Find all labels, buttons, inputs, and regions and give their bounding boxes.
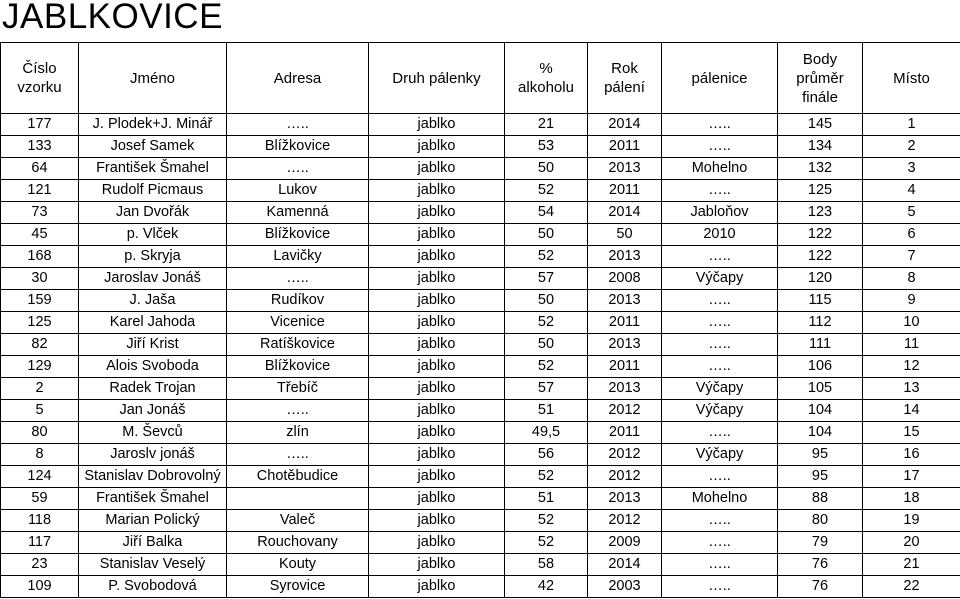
cell-cislo: 125 (1, 312, 79, 334)
cell-adresa: Kamenná (227, 202, 369, 224)
header-body-line2: průměr (796, 69, 844, 87)
cell-jmeno: J. Plodek+J. Minář (79, 114, 227, 136)
cell-misto: 10 (863, 312, 960, 334)
cell-alkohol: 42 (505, 576, 588, 598)
cell-cislo: 133 (1, 136, 79, 158)
cell-cislo: 5 (1, 400, 79, 422)
cell-misto: 8 (863, 268, 960, 290)
cell-body: 123 (778, 202, 863, 224)
cell-rok: 2014 (588, 114, 662, 136)
cell-druh: jablko (369, 532, 505, 554)
cell-palenice: Jabloňov (662, 202, 778, 224)
cell-cislo: 177 (1, 114, 79, 136)
cell-cislo: 45 (1, 224, 79, 246)
cell-alkohol: 58 (505, 554, 588, 576)
cell-jmeno: Rudolf Picmaus (79, 180, 227, 202)
table-row (1, 158, 960, 180)
results-table (0, 42, 960, 598)
cell-cislo: 117 (1, 532, 79, 554)
cell-adresa: ….. (227, 114, 369, 136)
cell-jmeno: Jiří Balka (79, 532, 227, 554)
cell-alkohol: 50 (505, 290, 588, 312)
cell-palenice: Výčapy (662, 378, 778, 400)
cell-adresa: Lukov (227, 180, 369, 202)
cell-jmeno: Stanislav Veselý (79, 554, 227, 576)
cell-druh: jablko (369, 158, 505, 180)
cell-jmeno: Stanislav Dobrovolný (79, 466, 227, 488)
cell-misto: 4 (863, 180, 960, 202)
cell-adresa: Ratíškovice (227, 334, 369, 356)
cell-jmeno: p. Vlček (79, 224, 227, 246)
cell-druh: jablko (369, 202, 505, 224)
cell-druh: jablko (369, 290, 505, 312)
cell-rok: 2008 (588, 268, 662, 290)
cell-alkohol: 54 (505, 202, 588, 224)
table-row (1, 246, 960, 268)
cell-misto: 7 (863, 246, 960, 268)
cell-misto: 16 (863, 444, 960, 466)
cell-cislo: 168 (1, 246, 79, 268)
table-row (1, 114, 960, 136)
cell-rok: 2011 (588, 422, 662, 444)
cell-druh: jablko (369, 224, 505, 246)
cell-cislo: 59 (1, 488, 79, 510)
cell-misto: 2 (863, 136, 960, 158)
header-rok-line2: pálení (604, 79, 645, 96)
table-row (1, 532, 960, 554)
cell-cislo: 121 (1, 180, 79, 202)
cell-adresa: Vicenice (227, 312, 369, 334)
cell-rok: 2013 (588, 246, 662, 268)
cell-adresa: Rudíkov (227, 290, 369, 312)
cell-cislo: 2 (1, 378, 79, 400)
cell-adresa: Valeč (227, 510, 369, 532)
table-row (1, 510, 960, 532)
cell-jmeno: Josef Samek (79, 136, 227, 158)
table-row (1, 202, 960, 224)
table-row (1, 466, 960, 488)
cell-druh: jablko (369, 246, 505, 268)
cell-rok: 2012 (588, 510, 662, 532)
cell-jmeno: František Šmahel (79, 158, 227, 180)
header-cislo-line2: vzorku (17, 79, 62, 96)
cell-druh: jablko (369, 400, 505, 422)
cell-misto: 13 (863, 378, 960, 400)
cell-alkohol: 52 (505, 466, 588, 488)
cell-misto: 12 (863, 356, 960, 378)
cell-misto: 14 (863, 400, 960, 422)
cell-rok: 2014 (588, 202, 662, 224)
cell-body: 125 (778, 180, 863, 202)
cell-alkohol: 56 (505, 444, 588, 466)
cell-misto: 17 (863, 466, 960, 488)
cell-palenice: ….. (662, 180, 778, 202)
cell-palenice: ….. (662, 334, 778, 356)
cell-misto: 5 (863, 202, 960, 224)
cell-alkohol: 51 (505, 488, 588, 510)
header-body (778, 43, 863, 114)
cell-body: 104 (778, 422, 863, 444)
cell-druh: jablko (369, 334, 505, 356)
cell-adresa: Blížkovice (227, 224, 369, 246)
cell-druh: jablko (369, 180, 505, 202)
cell-alkohol: 52 (505, 510, 588, 532)
cell-adresa: ….. (227, 158, 369, 180)
cell-palenice: ….. (662, 422, 778, 444)
cell-druh: jablko (369, 136, 505, 158)
cell-alkohol: 57 (505, 378, 588, 400)
cell-alkohol: 52 (505, 180, 588, 202)
cell-adresa (227, 488, 369, 510)
cell-adresa: ….. (227, 444, 369, 466)
cell-cislo: 73 (1, 202, 79, 224)
cell-rok: 2009 (588, 532, 662, 554)
cell-body: 115 (778, 290, 863, 312)
cell-jmeno: J. Jaša (79, 290, 227, 312)
cell-jmeno: Jiří Krist (79, 334, 227, 356)
cell-jmeno: Jaroslav Jonáš (79, 268, 227, 290)
cell-palenice: ….. (662, 136, 778, 158)
cell-misto: 6 (863, 224, 960, 246)
header-misto: Místo (863, 43, 960, 114)
cell-body: 106 (778, 356, 863, 378)
header-body-line3: finále (802, 88, 838, 106)
cell-jmeno: Marian Polický (79, 510, 227, 532)
cell-palenice: ….. (662, 290, 778, 312)
header-alkohol (505, 43, 588, 114)
cell-rok: 2013 (588, 488, 662, 510)
cell-palenice: ….. (662, 246, 778, 268)
cell-palenice: ….. (662, 576, 778, 598)
header-rok-line1: Rok (611, 60, 638, 77)
cell-cislo: 82 (1, 334, 79, 356)
cell-druh: jablko (369, 268, 505, 290)
cell-alkohol: 53 (505, 136, 588, 158)
table-row (1, 224, 960, 246)
cell-cislo: 64 (1, 158, 79, 180)
cell-druh: jablko (369, 312, 505, 334)
cell-body: 111 (778, 334, 863, 356)
cell-alkohol: 52 (505, 246, 588, 268)
cell-palenice: ….. (662, 356, 778, 378)
cell-druh: jablko (369, 510, 505, 532)
cell-palenice: ….. (662, 466, 778, 488)
cell-misto: 15 (863, 422, 960, 444)
cell-body: 134 (778, 136, 863, 158)
cell-adresa: ….. (227, 400, 369, 422)
table-row (1, 488, 960, 510)
cell-alkohol: 50 (505, 224, 588, 246)
cell-rok: 2012 (588, 400, 662, 422)
cell-alkohol: 57 (505, 268, 588, 290)
cell-body: 132 (778, 158, 863, 180)
cell-body: 79 (778, 532, 863, 554)
cell-body: 76 (778, 576, 863, 598)
cell-rok: 2011 (588, 312, 662, 334)
header-cislo-line1: Číslo (22, 60, 57, 77)
cell-alkohol: 21 (505, 114, 588, 136)
cell-body: 80 (778, 510, 863, 532)
cell-body: 95 (778, 466, 863, 488)
cell-druh: jablko (369, 444, 505, 466)
cell-rok: 2013 (588, 378, 662, 400)
cell-rok: 2012 (588, 444, 662, 466)
cell-alkohol: 52 (505, 532, 588, 554)
cell-palenice: Výčapy (662, 444, 778, 466)
page-title: JABLKOVICE (2, 0, 223, 36)
cell-druh: jablko (369, 114, 505, 136)
header-jmeno: Jméno (79, 43, 227, 114)
cell-rok: 2013 (588, 158, 662, 180)
cell-druh: jablko (369, 576, 505, 598)
cell-body: 122 (778, 224, 863, 246)
header-adresa: Adresa (227, 43, 369, 114)
table-row (1, 334, 960, 356)
cell-adresa: Chotěbudice (227, 466, 369, 488)
results-body (1, 114, 960, 598)
cell-cislo: 118 (1, 510, 79, 532)
cell-jmeno: M. Ševců (79, 422, 227, 444)
header-alkohol-line2: alkoholu (518, 79, 574, 96)
table-row (1, 136, 960, 158)
cell-cislo: 129 (1, 356, 79, 378)
cell-misto: 19 (863, 510, 960, 532)
cell-druh: jablko (369, 378, 505, 400)
cell-body: 95 (778, 444, 863, 466)
table-row (1, 444, 960, 466)
cell-druh: jablko (369, 488, 505, 510)
cell-adresa: zlín (227, 422, 369, 444)
cell-rok: 2003 (588, 576, 662, 598)
cell-adresa: ….. (227, 268, 369, 290)
header-row (1, 43, 960, 114)
cell-jmeno: P. Svobodová (79, 576, 227, 598)
cell-druh: jablko (369, 466, 505, 488)
table-row (1, 312, 960, 334)
cell-druh: jablko (369, 422, 505, 444)
cell-jmeno: Radek Trojan (79, 378, 227, 400)
cell-rok: 2013 (588, 290, 662, 312)
cell-cislo: 159 (1, 290, 79, 312)
cell-body: 76 (778, 554, 863, 576)
cell-misto: 11 (863, 334, 960, 356)
cell-body: 120 (778, 268, 863, 290)
cell-rok: 2011 (588, 136, 662, 158)
header-alkohol-line1: % (539, 60, 553, 77)
cell-jmeno: Alois Svoboda (79, 356, 227, 378)
cell-jmeno: Jan Dvořák (79, 202, 227, 224)
cell-misto: 21 (863, 554, 960, 576)
table-row (1, 180, 960, 202)
cell-palenice: ….. (662, 114, 778, 136)
header-rok (588, 43, 662, 114)
header-cislo (1, 43, 79, 114)
cell-cislo: 23 (1, 554, 79, 576)
cell-misto: 1 (863, 114, 960, 136)
cell-body: 88 (778, 488, 863, 510)
cell-body: 122 (778, 246, 863, 268)
cell-alkohol: 52 (505, 312, 588, 334)
header-palenice: pálenice (662, 43, 778, 114)
table-row (1, 576, 960, 598)
cell-alkohol: 51 (505, 400, 588, 422)
cell-cislo: 30 (1, 268, 79, 290)
cell-jmeno: Karel Jahoda (79, 312, 227, 334)
cell-rok: 2014 (588, 554, 662, 576)
cell-misto: 20 (863, 532, 960, 554)
cell-palenice: Výčapy (662, 400, 778, 422)
cell-jmeno: Jan Jonáš (79, 400, 227, 422)
cell-body: 105 (778, 378, 863, 400)
cell-palenice: Mohelno (662, 158, 778, 180)
cell-cislo: 124 (1, 466, 79, 488)
cell-alkohol: 50 (505, 334, 588, 356)
cell-palenice: Mohelno (662, 488, 778, 510)
cell-cislo: 109 (1, 576, 79, 598)
cell-rok: 2013 (588, 334, 662, 356)
cell-adresa: Blížkovice (227, 356, 369, 378)
cell-palenice: ….. (662, 554, 778, 576)
table-row (1, 268, 960, 290)
cell-cislo: 80 (1, 422, 79, 444)
cell-cislo: 8 (1, 444, 79, 466)
table-row (1, 422, 960, 444)
cell-adresa: Třebíč (227, 378, 369, 400)
cell-rok: 50 (588, 224, 662, 246)
cell-misto: 9 (863, 290, 960, 312)
header-body-line1: Body (802, 50, 838, 68)
cell-alkohol: 50 (505, 158, 588, 180)
cell-alkohol: 49,5 (505, 422, 588, 444)
cell-palenice: ….. (662, 312, 778, 334)
cell-misto: 3 (863, 158, 960, 180)
cell-palenice: ….. (662, 532, 778, 554)
table-row (1, 400, 960, 422)
cell-palenice: Výčapy (662, 268, 778, 290)
cell-adresa: Rouchovany (227, 532, 369, 554)
table-row (1, 378, 960, 400)
cell-adresa: Syrovice (227, 576, 369, 598)
cell-body: 112 (778, 312, 863, 334)
cell-alkohol: 52 (505, 356, 588, 378)
header-druh: Druh pálenky (369, 43, 505, 114)
cell-adresa: Lavičky (227, 246, 369, 268)
cell-body: 104 (778, 400, 863, 422)
table-row (1, 554, 960, 576)
cell-body: 145 (778, 114, 863, 136)
cell-jmeno: Jaroslv jonáš (79, 444, 227, 466)
cell-misto: 22 (863, 576, 960, 598)
cell-rok: 2011 (588, 180, 662, 202)
cell-druh: jablko (369, 554, 505, 576)
cell-druh: jablko (369, 356, 505, 378)
cell-palenice: ….. (662, 510, 778, 532)
cell-rok: 2011 (588, 356, 662, 378)
cell-rok: 2012 (588, 466, 662, 488)
cell-misto: 18 (863, 488, 960, 510)
cell-adresa: Kouty (227, 554, 369, 576)
table-row (1, 290, 960, 312)
cell-adresa: Blížkovice (227, 136, 369, 158)
table-row (1, 356, 960, 378)
cell-jmeno: p. Skryja (79, 246, 227, 268)
cell-jmeno: František Šmahel (79, 488, 227, 510)
cell-palenice: 2010 (662, 224, 778, 246)
